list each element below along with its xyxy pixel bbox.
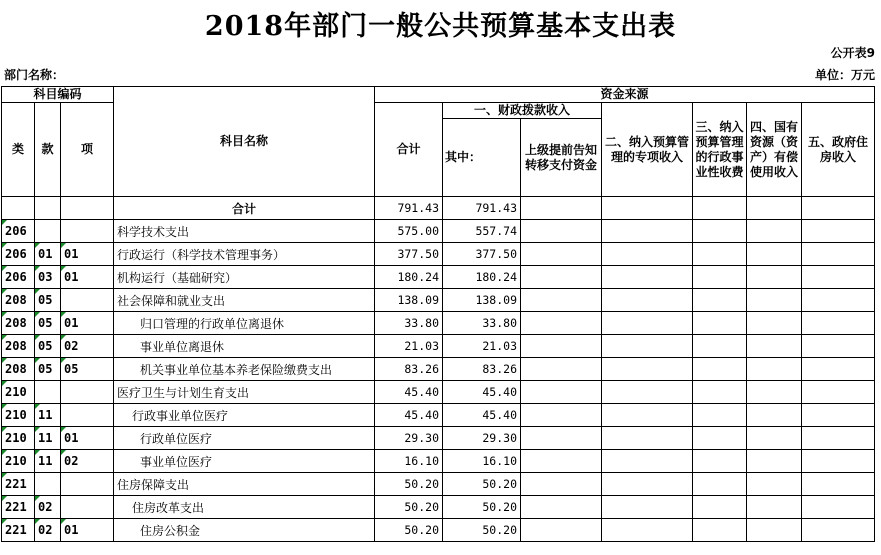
table-row xyxy=(2,289,875,312)
empty-cell xyxy=(521,473,602,496)
lei-cell: 210 xyxy=(2,381,35,404)
fund-source-header: 资金来源 xyxy=(375,87,875,103)
housing-header: 五、政府住房收入 xyxy=(802,103,875,197)
lei-cell: 208 xyxy=(2,312,35,335)
empty-cell xyxy=(802,220,875,243)
total-cell: 575.00 xyxy=(375,220,443,243)
kuan-cell xyxy=(35,381,61,404)
xiang-cell: 01 xyxy=(61,427,114,450)
empty-cell xyxy=(602,220,693,243)
subject-name-cell: 社会保障和就业支出 xyxy=(114,289,375,312)
subject-name-header: 科目名称 xyxy=(114,87,375,197)
kuan-cell: 02 xyxy=(35,496,61,519)
lei-cell: 206 xyxy=(2,220,35,243)
subject-name-cell: 医疗卫生与计划生育支出 xyxy=(114,381,375,404)
empty-cell xyxy=(521,358,602,381)
lei-cell: 221 xyxy=(2,496,35,519)
total-cell: 50.20 xyxy=(375,519,443,542)
lei-cell: 210 xyxy=(2,450,35,473)
empty-cell xyxy=(693,427,747,450)
table-row xyxy=(2,197,875,220)
fiscal-cell: 138.09 xyxy=(443,289,521,312)
empty-cell xyxy=(602,266,693,289)
xiang-cell: 01 xyxy=(61,266,114,289)
xiang-cell: 02 xyxy=(61,335,114,358)
empty-cell xyxy=(802,289,875,312)
total-cell: 377.50 xyxy=(375,243,443,266)
unit-label: 单位：万元 xyxy=(814,68,875,82)
empty-cell xyxy=(802,197,875,220)
total-header: 合计 xyxy=(375,103,443,197)
kuan-cell: 05 xyxy=(35,312,61,335)
empty-cell xyxy=(602,404,693,427)
total-cell: 180.24 xyxy=(375,266,443,289)
subject-name-cell: 住房保障支出 xyxy=(114,473,375,496)
table-row xyxy=(2,243,875,266)
fiscal-cell: 16.10 xyxy=(443,450,521,473)
lei-cell: 206 xyxy=(2,243,35,266)
fiscal-cell: 21.03 xyxy=(443,335,521,358)
kuan-cell: 11 xyxy=(35,450,61,473)
fiscal-cell: 50.20 xyxy=(443,519,521,542)
dept-label: 部门名称： xyxy=(4,68,65,82)
subject-name-cell: 机构运行（基础研究） xyxy=(114,266,375,289)
lei-cell: 208 xyxy=(2,358,35,381)
empty-cell xyxy=(693,404,747,427)
empty-cell xyxy=(747,450,802,473)
total-cell: 83.26 xyxy=(375,358,443,381)
empty-cell xyxy=(693,473,747,496)
empty-cell xyxy=(602,289,693,312)
empty-cell xyxy=(602,312,693,335)
table-row xyxy=(2,427,875,450)
empty-cell xyxy=(802,450,875,473)
empty-cell xyxy=(693,381,747,404)
lei-cell: 208 xyxy=(2,289,35,312)
empty-cell xyxy=(747,358,802,381)
budget-table xyxy=(1,86,875,542)
table-row xyxy=(2,450,875,473)
empty-cell xyxy=(693,243,747,266)
kuan-cell: 01 xyxy=(35,243,61,266)
table-row xyxy=(2,220,875,243)
table-row xyxy=(2,519,875,542)
empty-cell xyxy=(747,496,802,519)
empty-cell xyxy=(521,519,602,542)
empty-cell xyxy=(802,427,875,450)
empty-cell xyxy=(602,473,693,496)
empty-cell xyxy=(693,197,747,220)
fiscal-cell: 557.74 xyxy=(443,220,521,243)
lei-cell: 206 xyxy=(2,266,35,289)
empty-cell xyxy=(747,220,802,243)
subject-name-cell: 事业单位医疗 xyxy=(114,450,375,473)
empty-cell xyxy=(521,496,602,519)
code-group-header: 科目编码 xyxy=(2,87,114,103)
total-cell: 138.09 xyxy=(375,289,443,312)
empty-cell xyxy=(747,335,802,358)
subject-name-cell: 机关事业单位基本养老保险缴费支出 xyxy=(114,358,375,381)
xiang-cell: 01 xyxy=(61,243,114,266)
transfer-header: 上级提前告知转移支付资金 xyxy=(521,119,602,197)
xiang-cell xyxy=(61,220,114,243)
empty-cell xyxy=(802,243,875,266)
empty-cell xyxy=(802,496,875,519)
empty-cell xyxy=(802,266,875,289)
empty-cell xyxy=(802,312,875,335)
lei-cell: 210 xyxy=(2,427,35,450)
kuan-cell: 05 xyxy=(35,289,61,312)
lei-cell xyxy=(2,197,35,220)
empty-cell xyxy=(521,381,602,404)
empty-cell xyxy=(693,335,747,358)
empty-cell xyxy=(747,243,802,266)
subject-name-cell: 住房公积金 xyxy=(114,519,375,542)
empty-cell xyxy=(693,289,747,312)
empty-cell xyxy=(693,312,747,335)
empty-cell xyxy=(802,335,875,358)
table-row xyxy=(2,312,875,335)
subject-name-cell: 合计 xyxy=(114,197,375,220)
lei-cell: 221 xyxy=(2,519,35,542)
empty-cell xyxy=(693,358,747,381)
fiscal-cell: 50.20 xyxy=(443,496,521,519)
table-row xyxy=(2,335,875,358)
table-row xyxy=(2,404,875,427)
of-which-header: 其中： xyxy=(443,119,521,197)
empty-cell xyxy=(602,450,693,473)
empty-cell xyxy=(693,450,747,473)
subject-name-cell: 科学技术支出 xyxy=(114,220,375,243)
fiscal-cell: 50.20 xyxy=(443,473,521,496)
empty-cell xyxy=(602,358,693,381)
subject-name-cell: 事业单位离退休 xyxy=(114,335,375,358)
admin-fee-header: 三、纳入预算管理的行政事业性收费 xyxy=(693,103,747,197)
lei-header: 类 xyxy=(2,103,35,197)
empty-cell xyxy=(602,243,693,266)
xiang-cell: 05 xyxy=(61,358,114,381)
empty-cell xyxy=(802,381,875,404)
xiang-cell: 02 xyxy=(61,450,114,473)
total-cell: 29.30 xyxy=(375,427,443,450)
table-row xyxy=(2,473,875,496)
kuan-cell xyxy=(35,197,61,220)
fiscal-cell: 45.40 xyxy=(443,381,521,404)
empty-cell xyxy=(747,404,802,427)
kuan-cell xyxy=(35,473,61,496)
form-tag: 公开表9 xyxy=(830,46,875,60)
total-cell: 50.20 xyxy=(375,473,443,496)
empty-cell xyxy=(521,243,602,266)
empty-cell xyxy=(693,519,747,542)
kuan-cell: 11 xyxy=(35,404,61,427)
table-row xyxy=(2,381,875,404)
empty-cell xyxy=(602,381,693,404)
total-cell: 45.40 xyxy=(375,381,443,404)
empty-cell xyxy=(802,473,875,496)
budget-mgmt-header: 二、纳入预算管理的专项收入 xyxy=(602,103,693,197)
page-title: 2018年部门一般公共预算基本支出表 xyxy=(204,11,677,42)
xiang-cell xyxy=(61,496,114,519)
kuan-cell: 02 xyxy=(35,519,61,542)
subject-name-cell: 行政运行（科学技术管理事务） xyxy=(114,243,375,266)
empty-cell xyxy=(693,220,747,243)
table-row xyxy=(2,358,875,381)
lei-cell: 208 xyxy=(2,335,35,358)
total-cell: 16.10 xyxy=(375,450,443,473)
empty-cell xyxy=(521,266,602,289)
kuan-cell: 05 xyxy=(35,335,61,358)
xiang-cell xyxy=(61,404,114,427)
empty-cell xyxy=(747,519,802,542)
lei-cell: 221 xyxy=(2,473,35,496)
empty-cell xyxy=(747,381,802,404)
empty-cell xyxy=(802,404,875,427)
fiscal-cell: 180.24 xyxy=(443,266,521,289)
kuan-header: 款 xyxy=(35,103,61,197)
empty-cell xyxy=(747,197,802,220)
empty-cell xyxy=(521,450,602,473)
empty-cell xyxy=(693,496,747,519)
total-cell: 33.80 xyxy=(375,312,443,335)
empty-cell xyxy=(693,266,747,289)
total-cell: 45.40 xyxy=(375,404,443,427)
xiang-cell xyxy=(61,381,114,404)
xiang-cell: 01 xyxy=(61,519,114,542)
empty-cell xyxy=(747,312,802,335)
kuan-cell xyxy=(35,220,61,243)
fiscal-cell: 791.43 xyxy=(443,197,521,220)
empty-cell xyxy=(747,289,802,312)
kuan-cell: 05 xyxy=(35,358,61,381)
xiang-cell xyxy=(61,197,114,220)
empty-cell xyxy=(602,335,693,358)
kuan-cell: 11 xyxy=(35,427,61,450)
state-asset-header: 四、国有资源（资产）有偿使用收入 xyxy=(747,103,802,197)
total-cell: 21.03 xyxy=(375,335,443,358)
empty-cell xyxy=(747,473,802,496)
empty-cell xyxy=(747,427,802,450)
xiang-cell xyxy=(61,289,114,312)
kuan-cell: 03 xyxy=(35,266,61,289)
fiscal-cell: 33.80 xyxy=(443,312,521,335)
lei-cell: 210 xyxy=(2,404,35,427)
xiang-cell: 01 xyxy=(61,312,114,335)
fiscal-cell: 45.40 xyxy=(443,404,521,427)
empty-cell xyxy=(521,427,602,450)
empty-cell xyxy=(802,358,875,381)
empty-cell xyxy=(521,404,602,427)
total-cell: 791.43 xyxy=(375,197,443,220)
empty-cell xyxy=(602,496,693,519)
total-cell: 50.20 xyxy=(375,496,443,519)
empty-cell xyxy=(521,312,602,335)
empty-cell xyxy=(521,197,602,220)
empty-cell xyxy=(521,220,602,243)
subject-name-cell: 住房改革支出 xyxy=(114,496,375,519)
fiscal-cell: 377.50 xyxy=(443,243,521,266)
empty-cell xyxy=(602,427,693,450)
empty-cell xyxy=(521,289,602,312)
table-row xyxy=(2,266,875,289)
xiang-header: 项 xyxy=(61,103,114,197)
empty-cell xyxy=(521,335,602,358)
subject-name-cell: 归口管理的行政单位离退休 xyxy=(114,312,375,335)
empty-cell xyxy=(802,519,875,542)
empty-cell xyxy=(602,197,693,220)
empty-cell xyxy=(602,519,693,542)
xiang-cell xyxy=(61,473,114,496)
fiscal-cell: 83.26 xyxy=(443,358,521,381)
empty-cell xyxy=(747,266,802,289)
fiscal-cell: 29.30 xyxy=(443,427,521,450)
subject-name-cell: 行政事业单位医疗 xyxy=(114,404,375,427)
table-row xyxy=(2,496,875,519)
fiscal-header: 一、财政拨款收入 xyxy=(443,103,602,119)
subject-name-cell: 行政单位医疗 xyxy=(114,427,375,450)
